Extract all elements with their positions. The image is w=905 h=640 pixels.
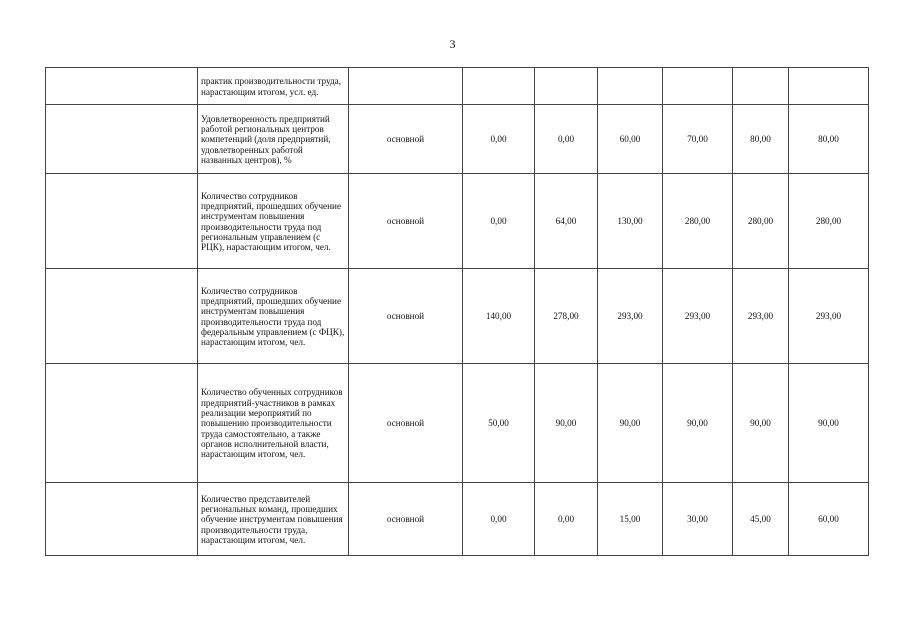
value-cell: [789, 68, 869, 105]
value-cell: [663, 68, 733, 105]
value-cell: 0,00: [463, 174, 535, 269]
value-cell: 280,00: [663, 174, 733, 269]
value-cell: 280,00: [733, 174, 789, 269]
indicator-cell: Удовлетворенность предприятий работой региональных центров компетенций (доля предприятий, удовлетворенных работой названных центров), %: [198, 105, 349, 174]
value-cell: 90,00: [598, 364, 663, 483]
type-cell: основной: [349, 483, 463, 556]
table-row: [46, 364, 869, 483]
table-row: [46, 68, 869, 105]
value-cell: 90,00: [535, 364, 598, 483]
indicator-cell: Количество обученных сотрудников предприятий-участников в рамках реализации мероприятий по повышению производительности труда самостоятельно, а также органов исполнительной власти, нарастающим итогом, чел.: [198, 364, 349, 483]
value-cell: 278,00: [535, 269, 598, 364]
value-cell: 80,00: [733, 105, 789, 174]
indicator-cell: Количество сотрудников предприятий, прошедших обучение инструментам повышения производительности труда под региональным управлением (с РЦК), нарастающим итогом, чел.: [198, 174, 349, 269]
value-cell: 90,00: [663, 364, 733, 483]
value-cell: 60,00: [598, 105, 663, 174]
value-cell: 130,00: [598, 174, 663, 269]
empty-cell: [46, 105, 198, 174]
value-cell: 60,00: [789, 483, 869, 556]
value-cell: 50,00: [463, 364, 535, 483]
value-cell: 293,00: [663, 269, 733, 364]
indicator-cell: практик производительности труда, нарастающим итогом, усл. ед.: [198, 68, 349, 105]
value-cell: [733, 68, 789, 105]
value-cell: 0,00: [463, 483, 535, 556]
value-cell: 140,00: [463, 269, 535, 364]
empty-cell: [46, 269, 198, 364]
empty-cell: [46, 483, 198, 556]
value-cell: 280,00: [789, 174, 869, 269]
value-cell: 15,00: [598, 483, 663, 556]
empty-cell: [46, 364, 198, 483]
table-row: [46, 269, 869, 364]
value-cell: 90,00: [733, 364, 789, 483]
value-cell: 293,00: [789, 269, 869, 364]
value-cell: [598, 68, 663, 105]
type-cell: основной: [349, 364, 463, 483]
value-cell: 30,00: [663, 483, 733, 556]
value-cell: 45,00: [733, 483, 789, 556]
type-cell: основной: [349, 174, 463, 269]
value-cell: 0,00: [463, 105, 535, 174]
type-cell: основной: [349, 105, 463, 174]
type-cell: [349, 68, 463, 105]
table-row: [46, 105, 869, 174]
value-cell: 70,00: [663, 105, 733, 174]
value-cell: 0,00: [535, 483, 598, 556]
table-row: [46, 483, 869, 556]
empty-cell: [46, 68, 198, 105]
value-cell: [535, 68, 598, 105]
value-cell: 293,00: [598, 269, 663, 364]
empty-cell: [46, 174, 198, 269]
type-cell: основной: [349, 269, 463, 364]
page-number: 3: [449, 37, 456, 51]
value-cell: 0,00: [535, 105, 598, 174]
value-cell: 90,00: [789, 364, 869, 483]
value-cell: 80,00: [789, 105, 869, 174]
value-cell: 64,00: [535, 174, 598, 269]
indicator-cell: Количество представителей региональных команд, прошедших обучение инструментам повышения производительности труда, нарастающим итогом, чел.: [198, 483, 349, 556]
value-cell: [463, 68, 535, 105]
value-cell: 293,00: [733, 269, 789, 364]
table-row: [46, 174, 869, 269]
indicators-table: [45, 67, 869, 556]
indicator-cell: Количество сотрудников предприятий, прошедших обучение инструментам повышения производительности труда под федеральным управлением (с ФЦК), нарастающим итогом, чел.: [198, 269, 349, 364]
